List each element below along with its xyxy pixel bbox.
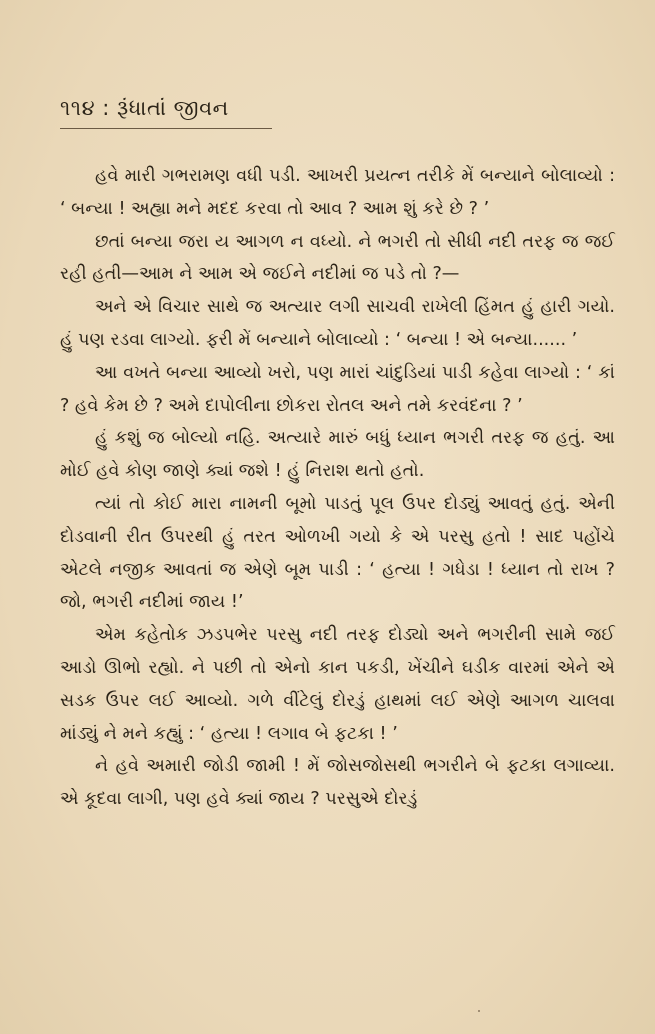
paragraph: છતાં બન્યા જરા ય આગળ ન વધ્યો. ને ભગરી તો સીધી નદી તરફ જ જઈ રહી હતી—આમ ને આમ એ જઈને નદીમાં જ પડે તો ?— [60,231,615,285]
paragraph: આ વખતે બન્યા આવ્યો ખરો, પણ મારાં ચાંદુડિયાં પાડી કહેવા લાગ્યો : ‘ કાં ? હવે કેમ છે ? અમે દાપોલીના છોકરા રોતલ અને તમે કરવંદના ? ’ [60,362,615,416]
paragraph: હું કશું જ બોલ્યો નહિ. અત્યારે મારું બધું ધ્યાન ભગરી તરફ જ હતું. આ મોઈ હવે કોણ જાણે ક્યાં જશે ! હું નિરાશ થતો હતો. [60,428,615,482]
running-head: ૧૧૪ : રૂંધાતાં જીવન [60,96,229,120]
header-underline [60,128,272,129]
paragraph: ને હવે અમારી જોડી જામી ! મેં જોસજોસથી ભગરીને બે ફટકા લગાવ્યા. એ કૂદવા લાગી, પણ હવે ક્યાં જાય ? પરસુએ દોરડું [60,756,615,810]
paragraph: અને એ વિચાર સાથે જ અત્યાર લગી સાચવી રાખેલી હિંમત હું હારી ગયો. હું પણ રડવા લાગ્યો. ફરી મેં બન્યાને બોલાવ્યો : ‘ બન્યા ! એ બન્યા...... ’ [60,297,615,350]
page-body [60,160,615,816]
paragraph: ત્યાં તો કોઈ મારા નામની બૂમો પાડતું પૂલ ઉપર દોડ્યું આવતું હતું. એની દોડવાની રીત ઉપરથી હું તરત ઓળખી ગયો કે એ પરસુ હતો ! સાદ પહોંચે એટલે નજીક આવતાં જ એણે બૂમ પાડી : ‘ હત્યા ! ગધેડા ! ધ્યાન તો રાખ ? જો, ભગરી નદીમાં જાય !’ [60,493,615,613]
paper-speck [478,1010,480,1012]
paragraph: હવે મારી ગભરામણ વધી પડી. આખરી પ્રયત્ન તરીકે મેં બન્યાને બોલાવ્યો : ‘ બન્યા ! અહ્યા મને મદદ કરવા તો આવ ? આમ શું કરે છે ? ’ [60,166,615,219]
paragraph: એમ કહેતોક ઝડપભેર પરસુ નદી તરફ દોડ્યો અને ભગરીની સામે જઈ આડો ઊભો રહ્યો. ને પછી તો એનો કાન પકડી, ખેંચીને ઘડીક વારમાં એને એ સડક ઉપર લઈ આવ્યો. ગળે વીંટેલું દોરડું હાથમાં લઈ એણે આગળ ચાલવા માંડ્યું ને મને કહ્યું : ‘ હત્યા ! લગાવ બે ફટકા ! ’ [60,625,615,744]
